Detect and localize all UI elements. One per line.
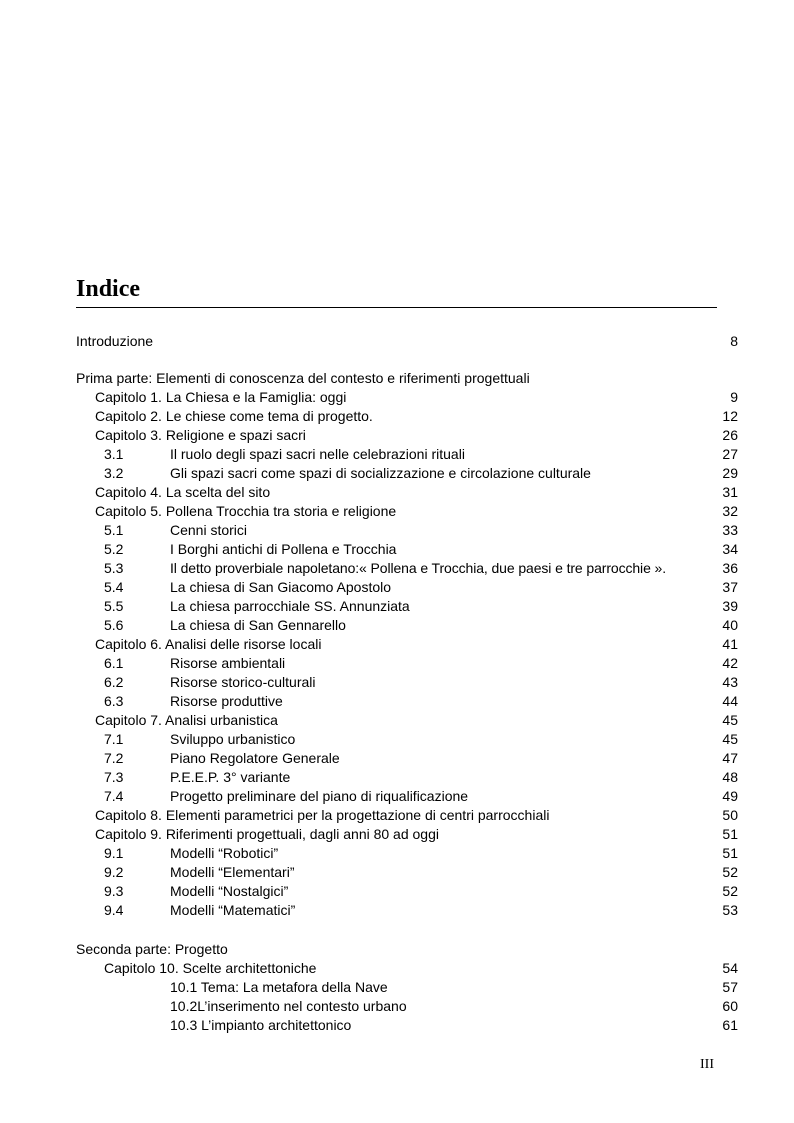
- toc-entry-text: Capitolo 7. Analisi urbanistica: [95, 712, 278, 728]
- toc-entry[interactable]: [0, 635, 794, 654]
- toc-entry-page: 44: [722, 693, 738, 709]
- toc-entry[interactable]: [0, 673, 794, 692]
- toc-entry-page: 33: [722, 522, 738, 538]
- toc-entry-text: Sviluppo urbanistico: [170, 731, 296, 747]
- toc-entry-text: Capitolo 6. Analisi delle risorse locali: [95, 636, 322, 652]
- toc-entry-page: 61: [722, 1017, 738, 1033]
- toc-entry[interactable]: [0, 502, 794, 521]
- toc-entry-number: 5.2: [104, 541, 124, 557]
- toc-part-heading: [0, 369, 794, 388]
- toc-entry-number: 3.1: [104, 446, 124, 462]
- toc-entry-page: 42: [722, 655, 738, 671]
- toc-entry-page: 41: [722, 636, 738, 652]
- toc-entry[interactable]: [0, 806, 794, 825]
- toc-entry-page: 29: [722, 465, 738, 481]
- toc-entry-page: 50: [722, 807, 738, 823]
- toc-entry[interactable]: [0, 388, 794, 407]
- toc-entry-page: 26: [722, 427, 738, 443]
- toc-entry-number: 9.2: [104, 864, 124, 880]
- toc-entry[interactable]: [0, 997, 794, 1016]
- toc-entry-text: Modelli “Elementari”: [170, 864, 295, 880]
- toc-entry-text: I Borghi antichi di Pollena e Trocchia: [170, 541, 397, 557]
- toc-entry-text: Capitolo 5. Pollena Trocchia tra storia e religione: [95, 503, 397, 519]
- toc-entry-text: Il detto proverbiale napoletano:« Pollena e Trocchia, due paesi e tre parrocchie ».: [170, 560, 667, 576]
- toc-entry-text: 10.2L’inserimento nel contesto urbano: [170, 998, 407, 1014]
- toc-entry-text: Prima parte: Elementi di conoscenza del contesto e riferimenti progettuali: [76, 370, 530, 386]
- toc-entry-page: 51: [722, 826, 738, 842]
- toc-entry-page: 40: [722, 617, 738, 633]
- toc-entry-number: 6.2: [104, 674, 124, 690]
- toc-entry-text: La chiesa di San Gennarello: [170, 617, 346, 633]
- toc-entry[interactable]: [0, 692, 794, 711]
- toc-entry[interactable]: [0, 426, 794, 445]
- toc-entry[interactable]: [0, 749, 794, 768]
- toc-entry-number: 5.5: [104, 598, 124, 614]
- toc-entry-text: Cenni storici: [170, 522, 248, 538]
- toc-entry[interactable]: [0, 521, 794, 540]
- toc-entry-number: 6.1: [104, 655, 124, 671]
- toc-entry[interactable]: [0, 863, 794, 882]
- toc-entry-number: 3.2: [104, 465, 124, 481]
- page-title: Indice: [76, 276, 141, 302]
- toc-entry-text: Capitolo 9. Riferimenti progettuali, dagli anni 80 ad oggi: [95, 826, 439, 842]
- toc-entry[interactable]: [0, 978, 794, 997]
- toc-entry-number: 7.2: [104, 750, 124, 766]
- toc-entry[interactable]: [0, 464, 794, 483]
- toc-entry[interactable]: [0, 483, 794, 502]
- toc-entry-text: Modelli “Nostalgici”: [170, 883, 289, 899]
- toc-entry-text: Capitolo 10. Scelte architettoniche: [104, 960, 317, 976]
- toc-entry-text: La chiesa parrocchiale SS. Annunziata: [170, 598, 410, 614]
- toc-entry-page: 32: [722, 503, 738, 519]
- toc-entry[interactable]: [0, 616, 794, 635]
- toc-entry-number: 7.1: [104, 731, 124, 747]
- toc-entry-text: 10.1 Tema: La metafora della Nave: [170, 979, 388, 995]
- toc-entry-number: 7.4: [104, 788, 124, 804]
- toc-entry-page: 60: [722, 998, 738, 1014]
- toc-entry-page: 57: [722, 979, 738, 995]
- toc-entry-page: 12: [722, 408, 738, 424]
- toc-entry-page: 51: [722, 845, 738, 861]
- toc-entry-number: 5.6: [104, 617, 124, 633]
- toc-entry-number: 9.4: [104, 902, 124, 918]
- toc-entry[interactable]: [0, 959, 794, 978]
- toc-entry-text: Gli spazi sacri come spazi di socializzazione e circolazione culturale: [170, 465, 591, 481]
- toc-entry[interactable]: [0, 711, 794, 730]
- toc-entry-page: 49: [722, 788, 738, 804]
- toc-entry-text: Capitolo 8. Elementi parametrici per la progettazione di centri parrocchiali: [95, 807, 550, 823]
- toc-entry-text: Capitolo 1. La Chiesa e la Famiglia: oggi: [95, 389, 347, 405]
- toc-entry-page: 52: [722, 883, 738, 899]
- toc-entry-text: Risorse storico-culturali: [170, 674, 316, 690]
- toc-entry-page: 48: [722, 769, 738, 785]
- toc-entry-text: Introduzione: [76, 333, 154, 349]
- toc-entry-number: 9.3: [104, 883, 124, 899]
- toc-entry-page: 34: [722, 541, 738, 557]
- toc-entry-text: Risorse ambientali: [170, 655, 286, 671]
- toc-entry-text: Capitolo 4. La scelta del sito: [95, 484, 271, 500]
- toc-entry-text: Modelli “Robotici”: [170, 845, 279, 861]
- toc-entry-text: Modelli “Matematici”: [170, 902, 296, 918]
- toc-entry-page: 8: [730, 333, 738, 349]
- toc-entry-number: 7.3: [104, 769, 124, 785]
- toc-entry-page: 9: [730, 389, 738, 405]
- toc-entry[interactable]: [0, 540, 794, 559]
- toc-entry-number: 5.3: [104, 560, 124, 576]
- toc-entry-text: Progetto preliminare del piano di riqualificazione: [170, 788, 469, 804]
- toc-entry[interactable]: [0, 730, 794, 749]
- toc-entry-page: 45: [722, 731, 738, 747]
- toc-part-heading: [0, 940, 794, 959]
- toc-entry-page: 36: [722, 560, 738, 576]
- toc-entry[interactable]: [0, 882, 794, 901]
- toc-entry[interactable]: [0, 559, 794, 578]
- toc-entry[interactable]: [0, 445, 794, 464]
- toc-entry[interactable]: [0, 654, 794, 673]
- toc-entry-text: La chiesa di San Giacomo Apostolo: [170, 579, 392, 595]
- page-number: III: [700, 1057, 714, 1072]
- toc-entry-page: 43: [722, 674, 738, 690]
- toc-entry-number: 6.3: [104, 693, 124, 709]
- toc-entry-text: Risorse produttive: [170, 693, 283, 709]
- toc-entry-text: P.E.E.P. 3° variante: [170, 769, 291, 785]
- toc-entry-page: 39: [722, 598, 738, 614]
- toc-entry-page: 45: [722, 712, 738, 728]
- toc-entry[interactable]: [0, 578, 794, 597]
- toc-entry[interactable]: [0, 787, 794, 806]
- toc-entry-page: 53: [722, 902, 738, 918]
- toc-entry[interactable]: [0, 332, 794, 351]
- toc-entry[interactable]: [0, 825, 794, 844]
- toc-entry[interactable]: [0, 407, 794, 426]
- toc-entry-text: Capitolo 3. Religione e spazi sacri: [95, 427, 306, 443]
- toc-entry[interactable]: [0, 597, 794, 616]
- toc-entry[interactable]: [0, 768, 794, 787]
- toc-entry-text: Piano Regolatore Generale: [170, 750, 340, 766]
- toc-entry-text: Il ruolo degli spazi sacri nelle celebrazioni rituali: [170, 446, 465, 462]
- toc-entry-number: 5.4: [104, 579, 124, 595]
- toc-entry-text: Seconda parte: Progetto: [76, 941, 228, 957]
- toc-entry-page: 52: [722, 864, 738, 880]
- toc-entry[interactable]: [0, 844, 794, 863]
- toc-entry-page: 27: [722, 446, 738, 462]
- toc-entry-text: 10.3 L’impianto architettonico: [170, 1017, 352, 1033]
- toc-entry[interactable]: [0, 1016, 794, 1035]
- toc-entry-page: 37: [722, 579, 738, 595]
- toc-entry-number: 5.1: [104, 522, 124, 538]
- toc-entry-page: 47: [722, 750, 738, 766]
- toc-entry-number: 9.1: [104, 845, 124, 861]
- toc-entry[interactable]: [0, 901, 794, 920]
- toc-entry-text: Capitolo 2. Le chiese come tema di progetto.: [95, 408, 373, 424]
- toc-entry-page: 31: [722, 484, 738, 500]
- toc-entry-page: 54: [722, 960, 738, 976]
